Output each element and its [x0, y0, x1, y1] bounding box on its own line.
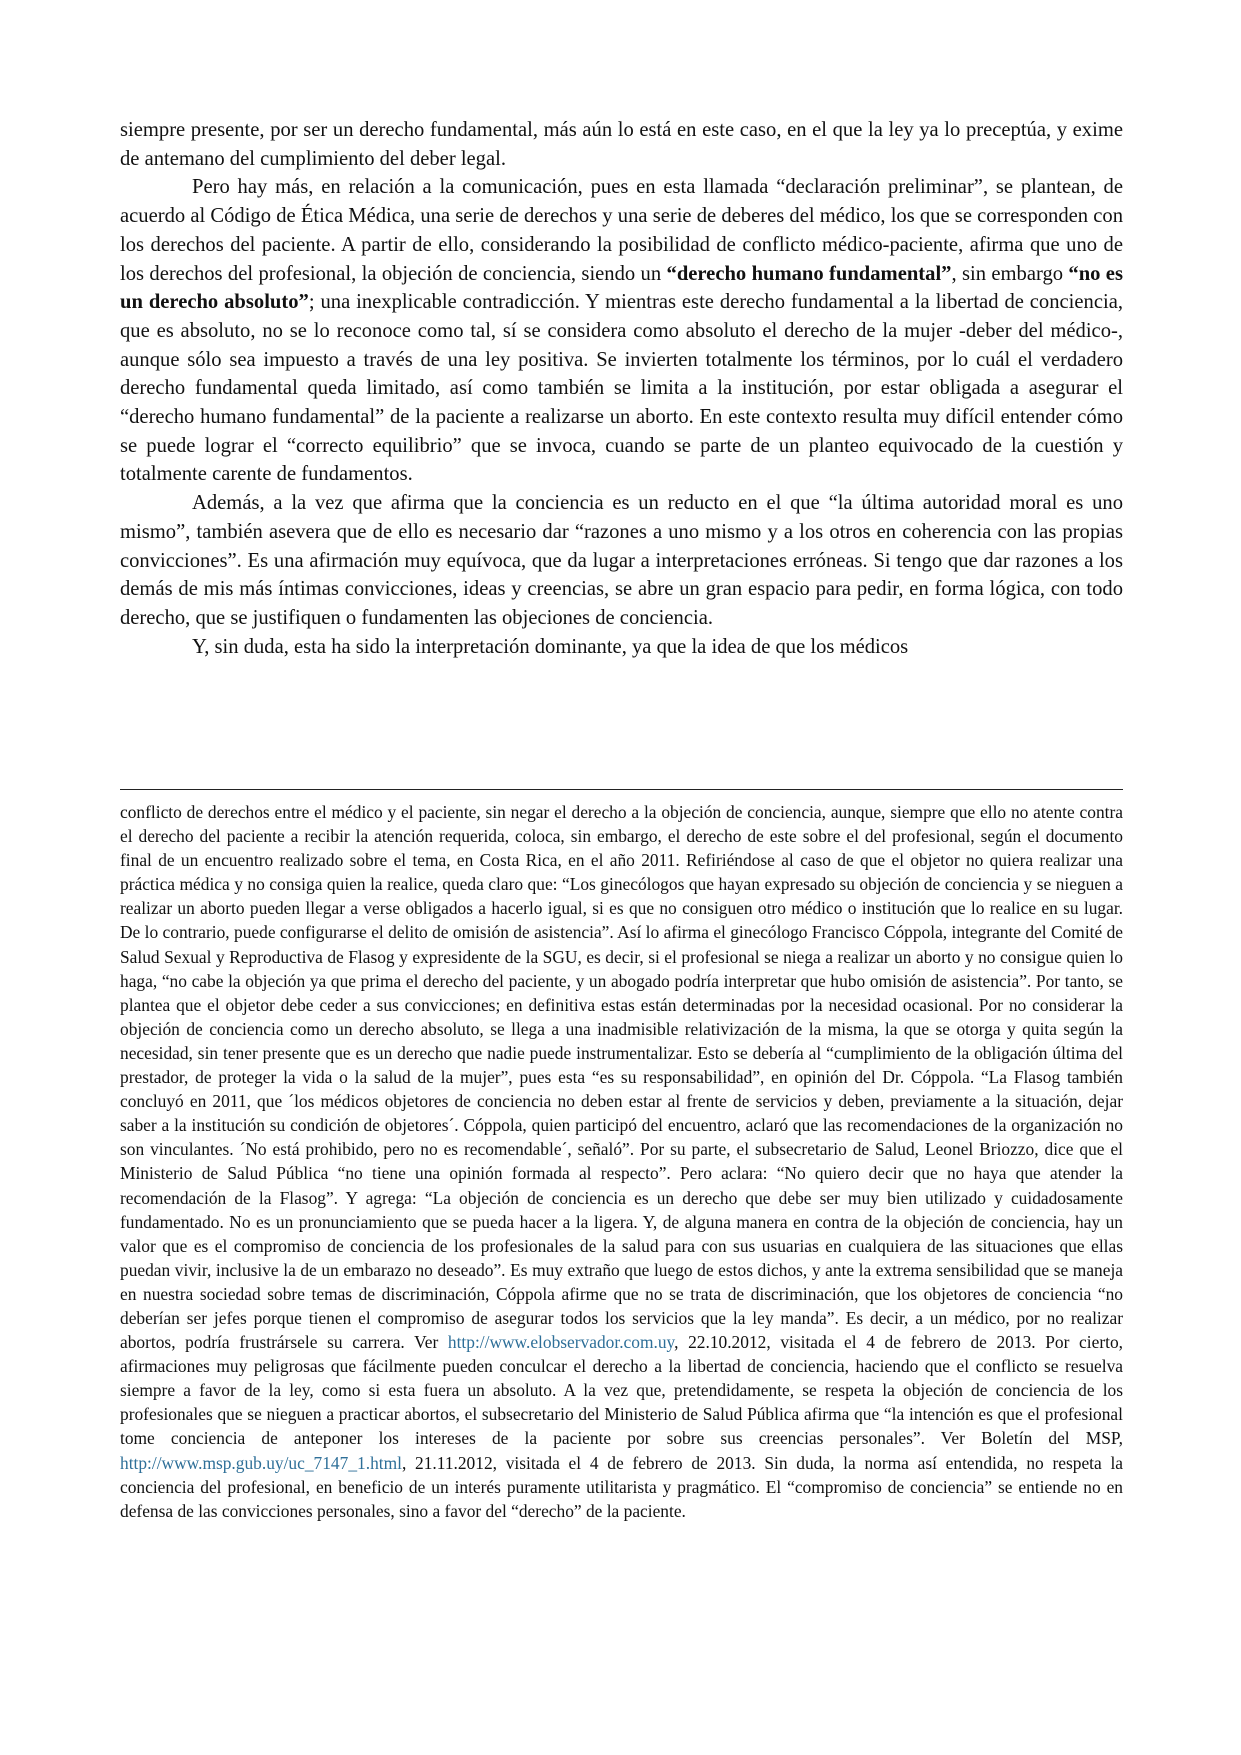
footnote-text-b: , 22.10.2012, visitada el 4 de febrero de 2013. Por cierto, afirmaciones muy peligrosas que fácilmente pueden conculcar el derecho a la libertad de conciencia, haciendo que el conflicto se resuelva siempre a favor de la ley, como si esta fuera un absoluto. A la vez que, pretendidamente, se respeta la objeción de conciencia de los profesionales que se nieguen a practicar abortos, el subsecretario del Ministerio de Salud Pública afirma que “la intención es que el profesional tome conciencia de anteponer los intereses de la paciente por sobre sus creencias personales”. Ver Boletín del MSP,	[120, 1332, 1123, 1449]
paragraph-2	[120, 173, 1123, 489]
paragraph-2-text-d: ; una inexplicable contradicción. Y mientras este derecho fundamental a la libertad de conciencia, que es absoluto, no se lo reconoce como tal, sí se considera como absoluto el derecho de la mujer -deber del médico-, aunque sólo sea impuesto a través de una ley positiva. Se invierten totalmente los términos, por lo cuál el verdadero derecho fundamental queda limitado, así como también se limita a la institución, por estar obligada a asegurar el “derecho humano fundamental” de la paciente a realizarse un aborto. En este contexto resulta muy difícil entender cómo se puede lograr el “correcto equilibrio” que se invoca, cuando se parte de un planteo equivocado de la cuestión y totalmente carente de fundamentos.	[120, 291, 1123, 486]
paragraph-4: Y, sin duda, esta ha sido la interpretación dominante, ya que la idea de que los médicos	[192, 635, 909, 658]
link-elobservador[interactable]: http://www.elobservador.com.uy	[447, 1332, 675, 1353]
footnote-text-a: conflicto de derechos entre el médico y el paciente, sin negar el derecho a la objeción de conciencia, aunque, siempre que ello no atente contra el derecho del paciente a recibir la atención requerida, coloca, sin embargo, el derecho de este sobre el del profesional, según el documento final de un encuentro realizado sobre el tema, en Costa Rica, en el año 2011. Refiriéndose al caso de que el objetor no quiera realizar una práctica médica y no consiga quien la realice, queda claro que: “Los ginecólogos que hayan expresado su objeción de conciencia y se nieguen a realizar un aborto pueden llegar a verse obligados a hacerlo igual, si es que no consiguen otro médico o institución que lo realice en su lugar. De lo contrario, puede configurarse el delito de omisión de asistencia”. Así lo afirma el ginecólogo Francisco Cóppola, integrante del Comité de Salud Sexual y Reproductiva de Flasog y expresidente de la SGU, es decir, si el profesional se niega a realizar un aborto y no consigue quien lo haga, “no cabe la objeción ya que prima el derecho del paciente, y un abogado podría interpretar que hubo omisión de asistencia”. Por tanto, se plantea que el objetor debe ceder a sus convicciones; en definitiva estas están determinadas por la necesidad ocasional. Por no considerar la objeción de conciencia como un derecho absoluto, se llega a una inadmisible relativización de la misma, la que se otorga y quita según la necesidad, sin tener presente que es un derecho que nadie puede instrumentalizar. Esto se debería al “cumplimiento de la obligación última del prestador, de proteger la vida o la salud de la mujer”, pues esta “es su responsabilidad”, en opinión del Dr. Cóppola. “La Flasog también concluyó en 2011, que ´los médicos objetores de conciencia no deben estar al frente de servicios y deben, previamente a la situación, dejar saber a la institución su condición de objetores´. Cóppola, quien participó del encuentro, aclaró que las recomendaciones de la organización no son vinculantes. ´No está prohibido, pero no es recomendable´, señaló”. Por su parte, el subsecretario de Salud, Leonel Briozzo, dice que el Ministerio de Salud Pública “no tiene una opinión formada al respecto”. Pero aclara: “No quiero decir que no haya que atender la recomendación de la Flasog”. Y agrega: “La objeción de conciencia es un derecho que debe ser muy bien utilizado y cuidadosamente fundamentado. No es un pronunciamiento que se pueda hacer a la ligera. Y, de alguna manera en contra de la objeción de conciencia, hay un valor que es el compromiso de conciencia de los profesionales de la salud para con sus usuarias en cualquiera de las situaciones que ellas puedan vivir, inclusive la de un embarazo no deseado”. Es muy extraño que luego de estos dichos, y ante la extrema sensibilidad que se maneja en nuestra sociedad sobre temas de discriminación, Cóppola afirme que no se trata de discriminación, que los objetores de conciencia “no deberían ser jefes porque tienen el compromiso de asegurar todos los servicios que la ley manda”. Es decir, a un médico, por no realizar abortos, podría frustrársele su carrera. Ver	[120, 802, 1123, 1353]
footnote	[120, 800, 1123, 1523]
bold-phrase-derecho-humano: “derecho humano fundamental”	[666, 262, 952, 285]
paragraph-1: siempre presente, por ser un derecho fundamental, más aún lo está en este caso, en el que la ley ya lo preceptúa, y exime de antemano del cumplimiento del deber legal.	[120, 119, 1123, 170]
footnote-text	[120, 800, 1123, 1523]
paragraph-3: Además, a la vez que afirma que la conciencia es un reducto en el que “la última autoridad moral es uno mismo”, también asevera que de ello es necesario dar “razones a uno mismo y a los otros en coherencia con las propias convicciones”. Es una afirmación muy equívoca, que da lugar a interpretaciones erróneas. Si tengo que dar razones a los demás de mis más íntimas convicciones, ideas y creencias, se abre un gran espacio para pedir, en forma lógica, con todo derecho, que se justifiquen o fundamenten las objeciones de conciencia.	[120, 492, 1123, 629]
paragraph-2-text-a: Pero hay más, en relación a la comunicación, pues en esta llamada “declaración preliminar”, se plantean, de acuerdo al Código de Ética Médica, una serie de derechos y una serie de deberes del médico, los que se corresponden con los derechos del paciente. A partir de ello, considerando la posibilidad de conflicto médico-paciente, afirma que uno de los derechos del profesional, la objeción de conciencia, siendo un	[120, 176, 1123, 285]
footnote-text-c: , 21.11.2012, visitada el 4 de febrero de 2013. Sin duda, la norma así entendida, no respeta la conciencia del profesional, en beneficio de un interés puramente utilitarista y pragmático. El “compromiso de conciencia” se entiende no en defensa de las convicciones personales, sino a favor del “derecho” de la paciente.	[120, 1452, 1123, 1521]
link-msp[interactable]: http://www.msp.gub.uy/uc_7147_1.html	[120, 1452, 402, 1473]
footnote-separator	[120, 789, 1123, 790]
bold-phrase-no-absoluto: “no es un derecho absoluto”	[120, 262, 1123, 314]
paragraph-2-text-c: , sin embargo	[951, 262, 1069, 285]
body-text	[120, 116, 1123, 661]
